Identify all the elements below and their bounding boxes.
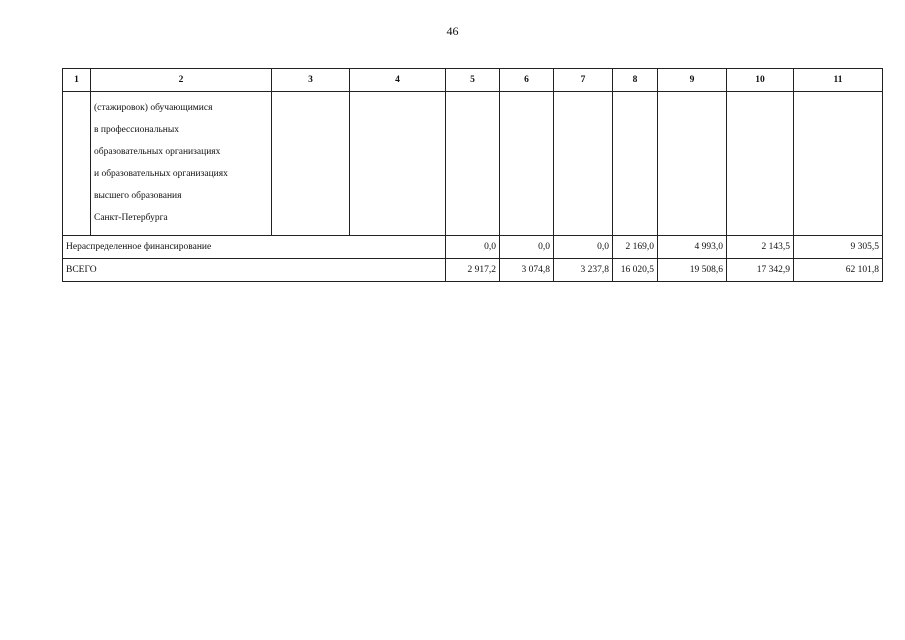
description-line: в профессиональных (94, 125, 179, 135)
value-cell: 3 237,8 (554, 259, 613, 282)
description-line: (стажировок) обучающимися (94, 103, 213, 113)
description-line: Санкт-Петербурга (94, 213, 168, 223)
table-row-description (63, 92, 883, 236)
value-cell: 9 305,5 (794, 236, 883, 259)
column-header-3: 3 (272, 69, 350, 92)
value-cell: 0,0 (554, 236, 613, 259)
value-cell: 0,0 (446, 236, 500, 259)
description-line: образовательных организациях (94, 147, 221, 157)
column-header-2: 2 (91, 69, 272, 92)
value-cell: 3 074,8 (500, 259, 554, 282)
budget-table (62, 68, 883, 282)
cell-empty (272, 92, 350, 236)
column-header-7: 7 (554, 69, 613, 92)
cell-empty (794, 92, 883, 236)
column-header-6: 6 (500, 69, 554, 92)
cell-empty (446, 92, 500, 236)
value-cell: 16 020,5 (613, 259, 658, 282)
table-header-row (63, 69, 883, 92)
cell-empty (554, 92, 613, 236)
column-header-4: 4 (350, 69, 446, 92)
description-line: высшего образования (94, 191, 182, 201)
cell-empty (658, 92, 727, 236)
value-cell: 17 342,9 (727, 259, 794, 282)
column-header-10: 10 (727, 69, 794, 92)
column-header-11: 11 (794, 69, 883, 92)
row-label-total: ВСЕГО (63, 259, 446, 282)
cell-empty (613, 92, 658, 236)
value-cell: 2 169,0 (613, 236, 658, 259)
page-number: 46 (446, 24, 459, 38)
description-cell (91, 92, 272, 236)
cell-empty (350, 92, 446, 236)
table-row-unallocated (63, 236, 883, 259)
column-header-5: 5 (446, 69, 500, 92)
row-label-unallocated: Нераспределенное финансирование (63, 236, 446, 259)
value-cell: 2 917,2 (446, 259, 500, 282)
value-cell: 2 143,5 (727, 236, 794, 259)
description-line: и образовательных организациях (94, 169, 228, 179)
value-cell: 62 101,8 (794, 259, 883, 282)
value-cell: 19 508,6 (658, 259, 727, 282)
cell-empty (63, 92, 91, 236)
cell-empty (727, 92, 794, 236)
value-cell: 4 993,0 (658, 236, 727, 259)
value-cell: 0,0 (500, 236, 554, 259)
table-row-total (63, 259, 883, 282)
cell-empty (500, 92, 554, 236)
column-header-1: 1 (63, 69, 91, 92)
column-header-9: 9 (658, 69, 727, 92)
column-header-8: 8 (613, 69, 658, 92)
